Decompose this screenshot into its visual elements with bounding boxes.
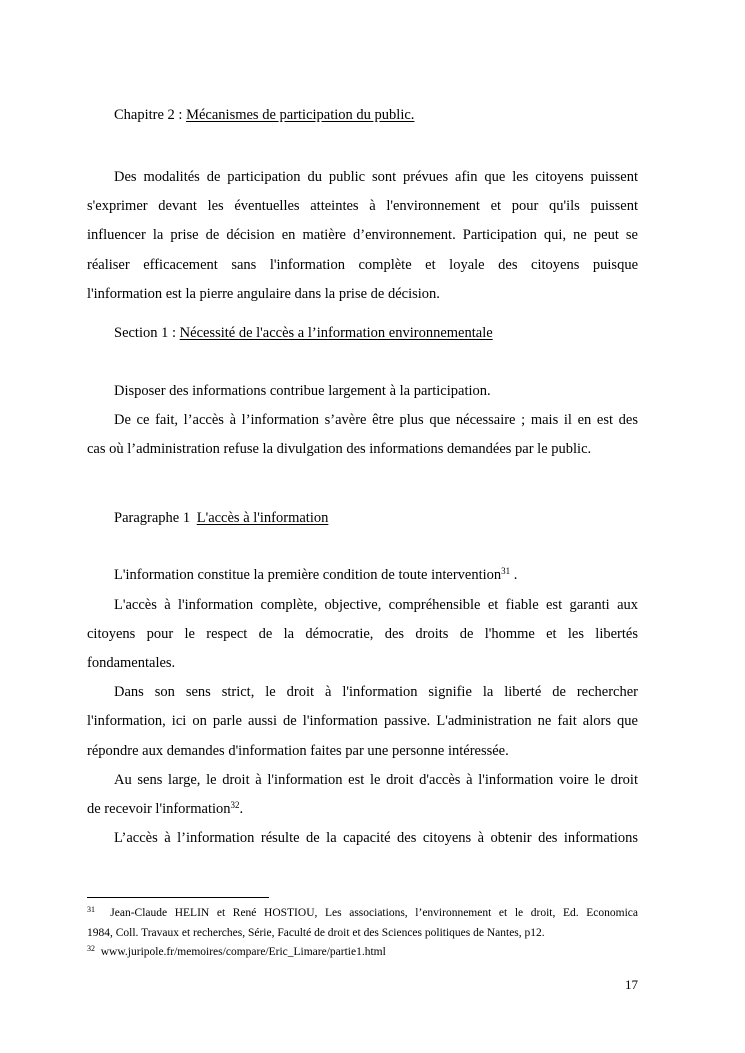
section-line: De ce fait, l’accès à l’information s’avère être plus que nécessaire ; mais il en est des [114, 412, 638, 428]
footnote-separator [87, 897, 269, 898]
intro-line: Des modalités de participation du public sont prévues afin que les citoyens puissent [114, 169, 638, 185]
intro-line: influencer la prise de décision en matière d’environnement. Participation qui, ne peut se [87, 227, 638, 243]
body-line [114, 567, 638, 584]
footnote-link[interactable]: www.juripole.fr/memoires/compare/Eric_Limare/partie1.html [100, 946, 386, 958]
page-number: 17 [625, 977, 638, 992]
section-line: Disposer des informations contribue largement à la participation. [114, 383, 491, 399]
footnote-31-line: 1984, Coll. Travaux et recherches, Série, Faculté de droit et des Sciences politiques de Nantes, p12. [87, 927, 545, 939]
chapter-heading [114, 107, 638, 124]
footnote-text: Jean-Claude HELIN et René HOSTIOU, Les associations, l’environnement et le droit, Ed. Economica [110, 907, 639, 919]
section-title: Nécessité de l'accès a l’information environnementale [179, 325, 493, 341]
chapter-label: Chapitre 2 : [114, 107, 183, 123]
footnote-31-line [87, 906, 638, 920]
footnote-number: 31 [87, 905, 95, 914]
section-label: Section 1 : [114, 325, 177, 341]
body-line: répondre aux demandes d'information faites par une personne intéressée. [87, 743, 509, 759]
paragraph-label: Paragraphe 1 [114, 510, 191, 526]
body-line: fondamentales. [87, 655, 176, 671]
body-text: de recevoir l'information [87, 801, 231, 817]
body-line: L’accès à l’information résulte de la capacité des citoyens à obtenir des informations [114, 830, 638, 846]
footnote-32-line [87, 945, 638, 959]
body-line: Dans son sens strict, le droit à l'information signifie la liberté de rechercher [114, 684, 638, 700]
intro-line: réaliser efficacement sans l'information complète et loyale des citoyens puisque [87, 257, 638, 273]
body-text: L'information constitue la première condition de toute intervention [114, 567, 502, 583]
section-heading [114, 325, 638, 342]
paragraph-title: L'accès à l'information [196, 510, 329, 526]
body-line: l'information, ici on parle aussi de l'information passive. L'administration ne fait alors que [87, 713, 638, 729]
chapter-title: Mécanismes de participation du public. [186, 107, 415, 123]
footnote-ref-31[interactable]: 31 [501, 566, 511, 576]
body-line [87, 801, 638, 818]
body-line: Au sens large, le droit à l'information est le droit d'accès à l'information voire le droit [114, 772, 638, 788]
section-line: cas où l’administration refuse la divulgation des informations demandées par le public. [87, 441, 592, 457]
body-text: . [510, 567, 518, 583]
footnote-ref-32[interactable]: 32 [230, 800, 240, 810]
body-line: L'accès à l'information complète, objective, compréhensible et fiable est garanti aux [114, 597, 638, 613]
body-line: citoyens pour le respect de la démocratie, des droits de l'homme et les libertés [87, 626, 638, 642]
intro-line: l'information est la pierre angulaire dans la prise de décision. [87, 286, 440, 302]
paragraph-heading [114, 510, 638, 527]
body-text: . [239, 801, 244, 817]
intro-line: s'exprimer devant les éventuelles atteintes à l'environnement et pour qu'ils puissent [87, 198, 638, 214]
footnote-number: 32 [87, 944, 95, 953]
